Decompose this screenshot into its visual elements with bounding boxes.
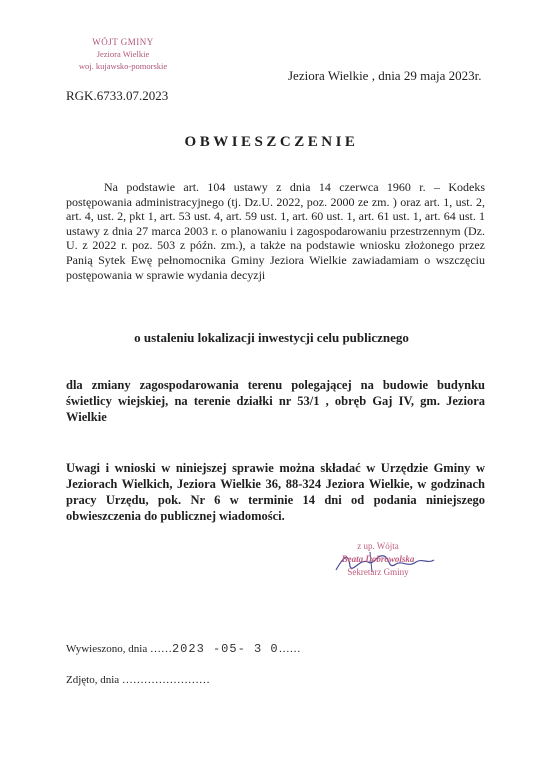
posted-label: Wywieszono, dnia (66, 643, 148, 655)
removed-date-line (66, 674, 210, 686)
legal-basis-paragraph: Na podstawie art. 104 ustawy z dnia 14 czerwca 1960 r. – Kodeks postępowania administracyjnego (tj. Dz.U. 2022, poz. 2000 ze zm. ) oraz art. 1, ust. 2, art. 4, ust. 2, pkt 1, art. 53 ust. 4, art. 59 ust. 1, art. 60 ust. 1, art. 61 ust. 1, art. 64 ust. 1 ustawy z dnia 27 marca 2003 r. o planowaniu i zagospodarowaniu przestrzennym (Dz. U. z 2022 r. poz. 503 z późn. zm.), a także na podstawie wniosku złożonego przez Panią Sytek Ewę pełnomocnika Gminy Jeziora Wielkie zawiadamiam o wszczęciu postępowania w sprawie wydania decyzji (66, 180, 485, 282)
signature-line-1: z up. Wójta (357, 541, 399, 551)
place-and-date: Jeziora Wielkie , dnia 29 maja 2023r. (288, 68, 482, 83)
remarks-paragraph: Uwagi i wnioski w niniejszej sprawie można składać w Urzędzie Gminy w Jeziorach Wielkich, Jeziora Wielkie 36, 88-324 Jeziora Wielkie, w godzinach pracy Urzędu, pok. Nr 6 w terminie 14 dni od podania niniejszego obwieszczenia do publicznej wiadomości. (66, 461, 485, 523)
removed-label: Zdjęto, dnia (66, 674, 120, 686)
stamp-line-1: WÓJT GMINY (92, 37, 154, 47)
investment-description: dla zmiany zagospodarowania terenu polegającej na budowie budynku świetlicy wiejskiej, na terenie działki nr 53/1 , obręb Gaj IV, gm. Jeziora Wielkie (66, 378, 485, 424)
posted-date-stamp: 2023 -05- 3 0 (171, 642, 279, 656)
document-title: OBWIESZCZENIE (184, 134, 359, 150)
stamp-line-2: Jeziora Wielkie (96, 49, 150, 59)
signature-block (318, 540, 438, 579)
stamp-line-3: woj. kujawsko-pomorskie (78, 61, 168, 71)
signatory-name: Beata Dobrowolska (341, 554, 415, 564)
signatory-position: Sekretarz Gminy (347, 567, 409, 577)
office-stamp (48, 36, 198, 72)
decision-subject: o ustaleniu lokalizacji inwestycji celu publicznego (134, 330, 409, 345)
posted-date-line: Wywieszono, dnia ……2023 -05- 3 0…… (66, 642, 301, 656)
reference-number: RGK.6733.07.2023 (66, 88, 169, 103)
removed-dots: …………………… (121, 674, 210, 686)
